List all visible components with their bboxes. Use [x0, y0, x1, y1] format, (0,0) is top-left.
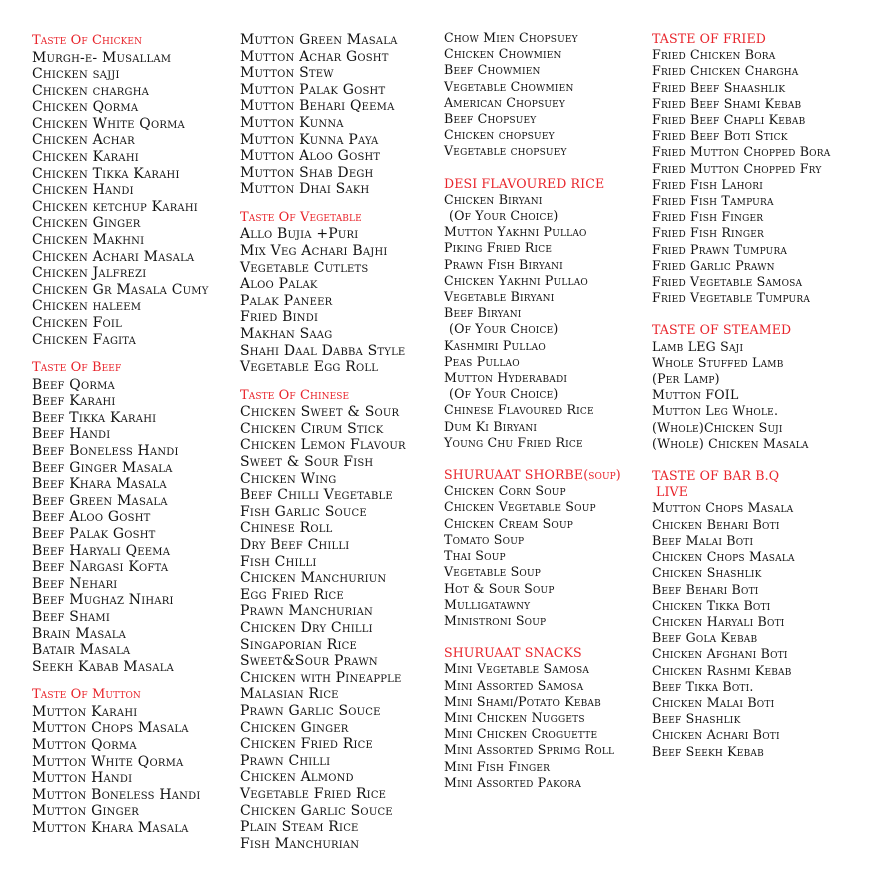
menu-item: Fried Mutton Chopped Fry: [652, 160, 822, 176]
menu-item: Chicken haleem: [32, 298, 142, 315]
menu-item: Mutton Achar Gosht: [240, 48, 389, 65]
menu-item: Mutton Palak Gosht: [240, 81, 386, 98]
menu-item: Fried Garlic Prawn: [652, 257, 775, 273]
section-heading: Taste Of Vegetable: [240, 209, 362, 225]
menu-item: Tomato Soup: [444, 531, 525, 547]
menu-item: Plain Steam Rice: [240, 819, 359, 836]
menu-item: Chicken Almond: [240, 769, 354, 786]
menu-item: Chicken Yakhni Pullao: [444, 272, 589, 288]
menu-item: Mulligatawny: [444, 596, 531, 612]
menu-item: Piking Fried Rice: [444, 240, 553, 256]
menu-item: Beef Tikka Boti.: [652, 678, 754, 694]
menu-item: Mini Assorted Sprimg Roll: [444, 742, 615, 758]
menu-item: Chinese Flavoured Rice: [444, 402, 594, 418]
menu-item: Mini Shami/Potato Kebab: [444, 693, 601, 709]
menu-item: Chicken Ginger: [32, 215, 141, 232]
menu-item: Chicken Behari Boti: [652, 516, 780, 532]
menu-item: Fried Beef Shaashlik: [652, 79, 786, 95]
section-heading: TASTE OF FRIED: [652, 31, 766, 46]
menu-item: Chicken Chops Masala: [652, 549, 795, 565]
menu-item: Chow Mien Chopsuey: [444, 30, 578, 45]
menu-item: Chicken Qorma: [32, 99, 139, 116]
menu-item: Chicken White Qorma: [32, 115, 185, 132]
menu-section-continued: [240, 32, 440, 198]
menu-item: Beef Qorma: [32, 376, 115, 393]
menu-item: Vegetable Cutlets: [240, 259, 369, 276]
section-subheading: LIVE: [656, 484, 689, 500]
menu-item: Mutton Hyderabadi: [444, 370, 568, 386]
menu-item: Vegetable Chowmien: [444, 78, 574, 94]
menu-item: Fried Fish Tampura: [652, 193, 774, 209]
menu-section-shuruaat-shorbe-soup: [444, 467, 649, 629]
menu-item: Whole Stuffed Lamb: [652, 354, 784, 370]
menu-item: Beef Haryali Qeema: [32, 542, 171, 559]
menu-item: Mutton Dhai Sakh: [240, 181, 370, 198]
menu-item: Young Chu Fried Rice: [444, 434, 583, 450]
menu-item: Fried Chicken Bora: [652, 47, 776, 63]
menu-item: Hot & Sour Soup: [444, 580, 555, 596]
menu-column-2: [240, 32, 440, 852]
menu-item: Vegetable Fried Rice: [240, 785, 387, 802]
menu-item: Chicken Lemon Flavour: [240, 437, 406, 454]
menu-item: Beef Karahi: [32, 393, 116, 410]
menu-item: Chicken Tikka Karahi: [32, 165, 180, 182]
menu-item: Beef Seekh Kebab: [652, 743, 764, 759]
menu-item: Chicken Shashlik: [652, 565, 762, 581]
menu-item: Chicken Foil: [32, 315, 122, 331]
menu-item: Kashmiri Pullao: [444, 337, 546, 353]
section-heading: Taste Of Beef: [32, 360, 122, 376]
menu-item: Chicken Dry Chilli: [240, 620, 373, 636]
menu-item: Seekh Kabab Masala: [32, 658, 174, 675]
menu-item: Beef Nargasi Kofta: [32, 559, 169, 576]
menu-item: Chicken chopsuey: [444, 127, 555, 143]
menu-section-taste-of-mutton: [32, 687, 232, 836]
menu-item: Chicken chargha: [32, 82, 150, 99]
menu-item: Shahi Daal Dabba Style: [240, 342, 406, 359]
menu-item: Batair Masala: [32, 642, 131, 659]
section-heading: TASTE OF STEAMED: [652, 322, 792, 338]
menu-item: Sweet & Sour Fish: [240, 454, 374, 471]
menu-item: Peas Pullao: [444, 353, 520, 369]
menu-item: Beef Behari Boti: [652, 581, 759, 597]
menu-item: Beef Chowmien: [444, 62, 541, 78]
menu-item: Palak Paneer: [240, 292, 333, 309]
section-heading: TASTE OF BAR B.Q: [652, 468, 780, 484]
menu-item: Brain Masala: [32, 625, 127, 642]
menu-item: Malasian Rice: [240, 686, 339, 703]
menu-section-desi-flavoured-rice: [444, 176, 649, 451]
menu-item: Chicken ketchup Karahi: [32, 198, 198, 215]
menu-item: Chicken Ginger: [240, 719, 349, 736]
menu-item: Chicken sajji: [32, 66, 120, 83]
menu-item: Beef Shami: [32, 609, 110, 625]
menu-item: Beef Boneless Handi: [32, 443, 179, 460]
menu-item: Chicken Chowmien: [444, 46, 562, 62]
menu-item: Mini Assorted Samosa: [444, 677, 584, 693]
menu-item: Fried Beef Shami Kebab: [652, 95, 802, 111]
menu-item: Mutton Ginger: [32, 803, 139, 820]
menu-item: Makhan Saag: [240, 326, 333, 342]
menu-item: Chicken Fried Rice: [240, 736, 374, 753]
menu-item: Fried Fish Lahori: [652, 176, 763, 192]
menu-item: Fried Mutton Chopped Bora: [652, 144, 831, 160]
menu-item: Chicken Biryani: [444, 191, 543, 207]
menu-item: Mutton Chops Masala: [652, 500, 794, 516]
menu-item: Aloo Palak: [240, 276, 318, 293]
section-heading: DESI FLAVOURED RICE: [444, 175, 605, 191]
menu-item: Mutton Chops Masala: [32, 720, 189, 737]
menu-column-1: [32, 33, 232, 837]
menu-item: (Whole)Chicken Suji: [652, 419, 783, 435]
menu-section-taste-of-vegetable: [240, 210, 440, 376]
menu-item: Fried Prawn Tumpura: [652, 241, 788, 257]
menu-item: Beef Palak Gosht: [32, 526, 156, 543]
menu-item: Fried Vegetable Samosa: [652, 274, 803, 290]
menu-item: Mutton Kunna Paya: [240, 131, 379, 148]
menu-item: Chicken Fagita: [32, 331, 137, 348]
menu-item: Murgh-e- Musallam: [32, 49, 172, 66]
menu-item: Mutton Karahi: [32, 703, 138, 720]
menu-item: Egg Fried Rice: [240, 586, 344, 603]
menu-item: Mutton Qorma: [32, 737, 137, 754]
menu-item: Fried Vegetable Tumpura: [652, 290, 811, 306]
menu-item: Beef Tikka Karahi: [32, 409, 157, 426]
menu-item: Vegetable Egg Roll: [240, 359, 379, 376]
section-heading: Taste Of Mutton: [32, 687, 141, 703]
menu-item: Mutton White Qorma: [32, 753, 184, 770]
menu-item: Chicken Handi: [32, 182, 134, 199]
menu-item: Beef Chopsuey: [444, 111, 537, 127]
menu-item: Mutton Kunna: [240, 114, 344, 131]
menu-item: Ministroni Soup: [444, 612, 547, 628]
menu-item: Mutton Handi: [32, 770, 133, 787]
menu-item: Chicken Garlic Souce: [240, 802, 393, 819]
menu-section-shuruaat-snacks: [444, 645, 649, 791]
menu-section-taste-of-fried: [652, 31, 857, 306]
menu-item: Prawn Fish Biryani: [444, 256, 563, 272]
menu-item: Beef Gola Kebab: [652, 630, 758, 646]
menu-item: Chicken Sweet & Sour: [240, 404, 400, 421]
menu-item: Chicken Afghani Boti: [652, 646, 788, 662]
menu-item: Fish Manchurian: [240, 835, 360, 852]
menu-item: Fried Fish Ringer: [652, 225, 765, 241]
menu-item: Chicken Tikka Boti: [652, 597, 771, 613]
menu-item: Chicken Manchuriun: [240, 570, 387, 587]
menu-item: Chicken Makhni: [32, 232, 145, 249]
menu-item: Mutton Aloo Gosht: [240, 148, 381, 165]
menu-item: Mini Vegetable Samosa: [444, 661, 590, 677]
menu-section-taste-of-chinese: [240, 388, 440, 853]
menu-item: Sweet&Sour Prawn: [240, 653, 378, 670]
menu-item: Mix Veg Achari Bajhi: [240, 243, 388, 260]
menu-item: Mutton Stew: [240, 65, 334, 82]
menu-item: (Of Your Choice): [449, 208, 559, 224]
menu-item: Chicken Cream Soup: [444, 515, 574, 531]
menu-item: Fried Fish Finger: [652, 209, 764, 225]
menu-item: Prawn Manchurian: [240, 603, 374, 620]
menu-item: Chicken Haryali Boti: [652, 613, 785, 629]
menu-item: Beef Aloo Gosht: [32, 509, 151, 526]
menu-section-taste-of-steamed: [652, 322, 857, 452]
menu-section-continued: [444, 30, 649, 160]
menu-item: Vegetable Soup: [444, 564, 542, 580]
menu-item: Dry Beef Chilli: [240, 537, 350, 554]
menu-item: (Of Your Choice): [449, 321, 559, 337]
menu-item: Chinese Roll: [240, 520, 333, 537]
menu-item: Fried Bindi: [240, 309, 319, 326]
menu-section-taste-of-beef: [32, 360, 232, 675]
menu-item: Beef Shashlik: [652, 711, 741, 727]
menu-item: Prawn Garlic Souce: [240, 702, 381, 719]
menu-item: Dum Ki Biryani: [444, 418, 538, 434]
menu-item: Thai Soup: [444, 548, 506, 564]
menu-item: Beef Khara Masala: [32, 476, 167, 493]
menu-item: Chicken Achari Masala: [32, 248, 195, 265]
section-heading: Taste Of Chinese: [240, 387, 350, 403]
menu-item: (Of Your Choice): [449, 386, 559, 402]
menu-item: (Whole) Chicken Masala: [652, 435, 809, 451]
menu-item: Mutton Shab Degh: [240, 164, 374, 181]
menu-item: Fried Beef Boti Stick: [652, 128, 788, 144]
menu-item: Mutton Boneless Handi: [32, 786, 201, 803]
menu-section-taste-of-bar-b-q: [652, 468, 857, 760]
menu-item: Fried Chicken Chargha: [652, 63, 799, 79]
menu-item: Fish Garlic Souce: [240, 503, 367, 520]
menu-item: Fried Beef Chapli Kebab: [652, 112, 806, 128]
menu-item: Vegetable Biryani: [444, 289, 555, 305]
menu-item: Chicken with Pineapple: [240, 669, 402, 686]
section-heading: SHURUAAT SHORBE(soup): [444, 467, 621, 483]
menu-item: Chicken Achar: [32, 132, 135, 149]
section-heading: Taste Of Chicken: [32, 33, 143, 48]
menu-item: Mutton Behari Qeema: [240, 98, 395, 115]
menu-item: (Per Lamp): [652, 371, 720, 387]
menu-item: Mutton Yakhni Pullao: [444, 224, 587, 240]
menu-item: Mutton Leg Whole.: [652, 403, 779, 419]
menu-item: Allo Bujia +Puri: [240, 226, 359, 243]
menu-item: American Chopsuey: [444, 94, 566, 110]
menu-item: Beef Ginger Masala: [32, 459, 173, 476]
menu-item: Mini Chicken Nuggets: [444, 709, 585, 725]
menu-item: Mutton FOIL: [652, 387, 739, 403]
menu-item: Mutton Green Masala: [240, 32, 398, 48]
menu-item: Singaporian Rice: [240, 636, 357, 653]
menu-section-taste-of-chicken: [32, 33, 232, 348]
menu-item: Chicken Wing: [240, 470, 337, 487]
menu-item: Vegetable chopsuey: [444, 143, 567, 159]
menu-item: Chicken Achari Boti: [652, 727, 780, 743]
menu-item: Fish Chilli: [240, 553, 317, 570]
menu-item: Beef Chilli Vegetable: [240, 487, 393, 504]
menu-item: Prawn Chilli: [240, 752, 331, 769]
menu-item: Beef Malai Boti: [652, 532, 754, 548]
menu-column-4: [652, 31, 857, 760]
menu-item: Beef Handi: [32, 426, 111, 443]
menu-item: Chicken Vegetable Soup: [444, 499, 596, 515]
menu-item: Chicken Gr Masala Cumy: [32, 281, 209, 298]
menu-item: Mutton Khara Masala: [32, 820, 189, 837]
menu-item: Chicken Corn Soup: [444, 483, 566, 499]
menu-item: Chicken Rashmi Kebab: [652, 662, 792, 678]
menu-item: Beef Green Masala: [32, 492, 168, 509]
menu-item: Chicken Malai Boti: [652, 694, 775, 710]
menu-item: Chicken Jalfrezi: [32, 265, 147, 282]
menu-item: Chicken Karahi: [32, 149, 139, 166]
menu-item: Mini Fish Finger: [444, 758, 551, 774]
menu-item: Chicken Cirum Stick: [240, 420, 384, 437]
menu-item: Beef Nehari: [32, 575, 118, 592]
menu-column-3: [444, 30, 649, 791]
menu-item: Lamb LEG Saji: [652, 338, 744, 354]
section-heading: SHURUAAT SNACKS: [444, 645, 582, 661]
menu-item: Mini Assorted Pakora: [444, 774, 582, 790]
menu-item: Mini Chicken Croguette: [444, 726, 598, 742]
menu-item: Beef Biryani: [444, 305, 522, 321]
menu-item: Beef Mughaz Nihari: [32, 592, 174, 609]
